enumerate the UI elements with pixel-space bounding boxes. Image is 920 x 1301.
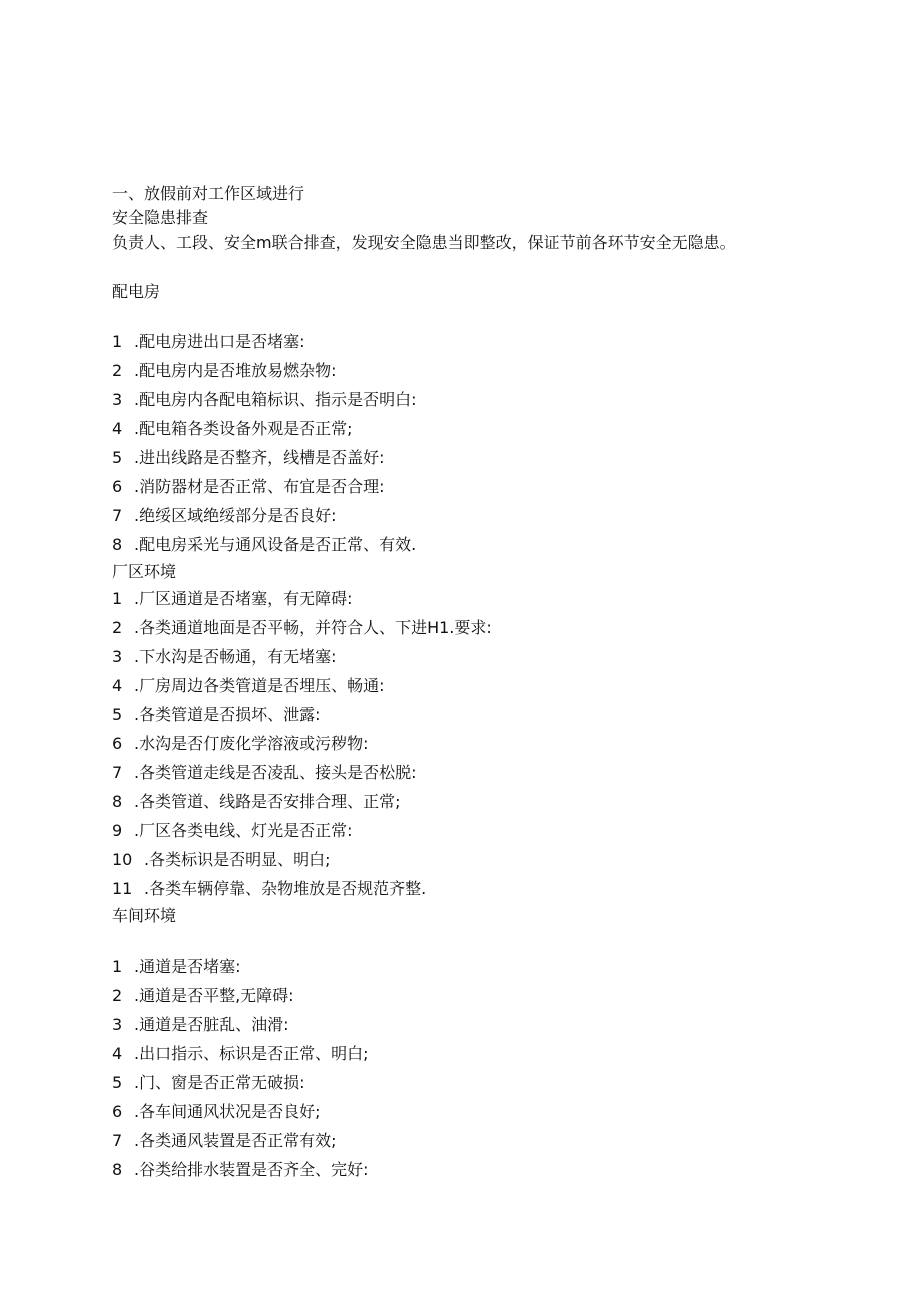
- list-item: [112, 820, 352, 842]
- item-text: .配电箱各类设备外观是否正常;: [134, 419, 353, 438]
- item-number: 6: [112, 1102, 123, 1121]
- item-text: .各类管道走线是否凌乱、接头是否松脱:: [134, 763, 417, 782]
- item-text: .配电房采光与通风设备是否正常、有效.: [134, 535, 417, 554]
- list-item: [112, 878, 426, 900]
- list-item: [112, 588, 352, 610]
- title-line-1: 一、放假前对工作区域进行: [112, 184, 305, 203]
- list-item: [112, 1130, 336, 1152]
- list-item: [112, 476, 384, 498]
- item-text: .出口指示、标识是否正常、明白;: [134, 1044, 369, 1063]
- item-text: .配电房进出口是否堵塞:: [134, 332, 305, 351]
- item-number: 8: [112, 792, 123, 811]
- document-page: [112, 0, 892, 1301]
- list-item: [112, 733, 368, 755]
- list-item: [112, 956, 240, 978]
- item-number: 8: [112, 1160, 123, 1179]
- item-number: 5: [112, 705, 123, 724]
- item-number: 7: [112, 763, 123, 782]
- section-heading-workshop: 车间环境: [112, 906, 177, 925]
- list-item: [112, 418, 352, 440]
- item-number: 6: [112, 477, 123, 496]
- section-heading-power-room: 配电房: [112, 282, 161, 301]
- item-text: .配电房内是否堆放易燃杂物:: [134, 361, 337, 380]
- list-item: [112, 1159, 368, 1181]
- item-number: 4: [112, 419, 123, 438]
- item-text: .通道是否脏乱、油滑:: [134, 1015, 289, 1034]
- list-item: [112, 1072, 304, 1094]
- item-text: .配电房内各配电箱标识、指示是否明白:: [134, 390, 417, 409]
- item-text: .消防器材是否正常、布宜是否合理:: [134, 477, 385, 496]
- list-item: [112, 447, 384, 469]
- item-text: .进出线路是否整齐，线槽是否盖好:: [134, 448, 385, 467]
- item-number: 11: [112, 879, 133, 898]
- item-number: 10: [112, 850, 133, 869]
- item-text: .门、窗是否正常无破损:: [134, 1073, 305, 1092]
- list-item: [112, 617, 492, 639]
- title-line-2: 安全隐患排查: [112, 208, 209, 227]
- list-item: [112, 646, 336, 668]
- list-item: [112, 331, 304, 353]
- item-text: .各类管道、线路是否安排合理、正常;: [134, 792, 401, 811]
- item-number: 9: [112, 821, 123, 840]
- item-text: .通道是否堵塞:: [134, 957, 241, 976]
- list-item: [112, 1043, 368, 1065]
- item-number: 3: [112, 1015, 123, 1034]
- item-text: .厂区通道是否堵塞，有无障碍:: [134, 589, 353, 608]
- item-number: 8: [112, 535, 123, 554]
- list-item: [112, 675, 384, 697]
- item-text: .水沟是否仃废化学溶液或污秽物:: [134, 734, 369, 753]
- item-text: .谷类给排水装置是否齐全、完好:: [134, 1160, 369, 1179]
- list-item: [112, 985, 294, 1007]
- list-item: [112, 762, 416, 784]
- list-item: [112, 389, 416, 411]
- item-text: .各类管道是否损坏、泄露:: [134, 705, 321, 724]
- list-item: [112, 1101, 320, 1123]
- list-item: [112, 360, 336, 382]
- item-text: .各类标识是否明显、明白;: [144, 850, 331, 869]
- item-number: 4: [112, 1044, 123, 1063]
- section-heading-factory-area: 厂区环境: [112, 562, 177, 581]
- item-text: .厂区各类电线、灯光是否正常:: [134, 821, 353, 840]
- item-text: .各类车辆停靠、杂物堆放是否规范齐整.: [144, 879, 427, 898]
- list-item: [112, 505, 336, 527]
- item-text: .各车间通风状况是否良好;: [134, 1102, 321, 1121]
- item-number: 7: [112, 1131, 123, 1150]
- list-item: [112, 1014, 288, 1036]
- item-number: 5: [112, 1073, 123, 1092]
- item-text: .下水沟是否畅通，有无堵塞:: [134, 647, 337, 666]
- item-number: 3: [112, 390, 123, 409]
- item-number: 2: [112, 618, 123, 637]
- item-number: 3: [112, 647, 123, 666]
- intro-paragraph: 负责人、工段、安全m联合排查，发现安全隐患当即整改，保证节前各环节安全无隐患。: [112, 233, 736, 252]
- item-number: 2: [112, 986, 123, 1005]
- list-item: [112, 791, 400, 813]
- item-text: .厂房周边各类管道是否埋压、畅通:: [134, 676, 385, 695]
- list-item: [112, 849, 330, 871]
- list-item: [112, 534, 416, 556]
- item-text: .通道是否平整,无障碍:: [134, 986, 294, 1005]
- item-number: 7: [112, 506, 123, 525]
- item-number: 1: [112, 332, 123, 351]
- item-text: .各类通道地面是否平畅，并符合人、下进H1.要求:: [134, 618, 492, 637]
- item-text: .绝绥区域绝绥部分是否良好:: [134, 506, 337, 525]
- list-item: [112, 704, 320, 726]
- item-number: 1: [112, 957, 123, 976]
- item-number: 2: [112, 361, 123, 380]
- item-number: 5: [112, 448, 123, 467]
- item-number: 1: [112, 589, 123, 608]
- item-number: 4: [112, 676, 123, 695]
- item-number: 6: [112, 734, 123, 753]
- item-text: .各类通风装置是否正常有效;: [134, 1131, 337, 1150]
